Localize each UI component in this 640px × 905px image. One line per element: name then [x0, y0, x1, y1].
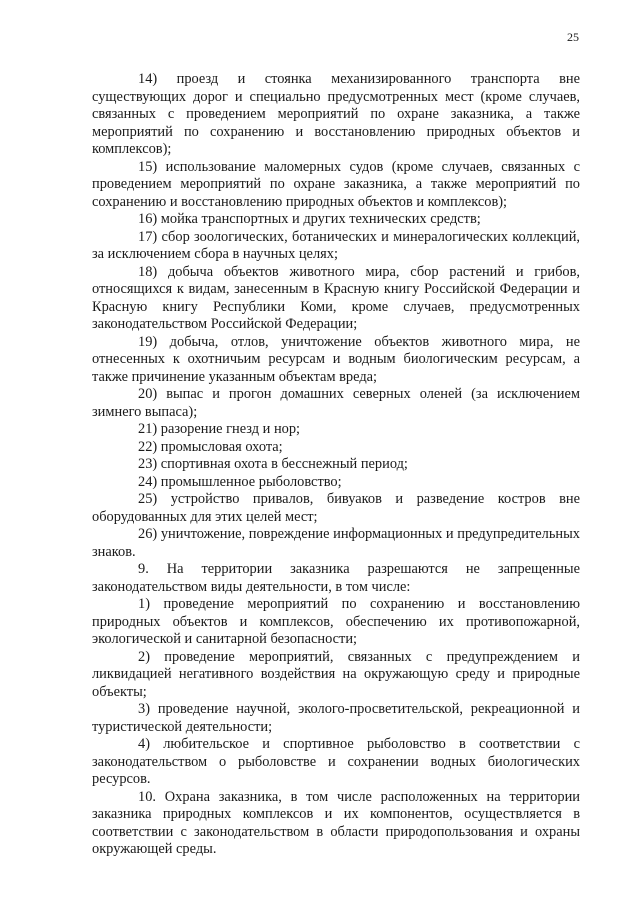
list-item-23: 23) спортивная охота в бесснежный период; — [138, 456, 408, 472]
list-item-25: 25) устройство привалов, бивуаков и разведение костров вне оборудованных для этих целей мест; — [92, 491, 580, 525]
list-item-17: 17) сбор зоологических, ботанических и минералогических коллекций, за исключением сбора в научных целях; — [92, 228, 580, 262]
list-item-20: 20) выпас и прогон домашних северных оленей (за исключением зимнего выпаса); — [92, 386, 580, 420]
allowed-item-2: 2) проведение мероприятий, связанных с предупреждением и ликвидацией негативного воздействия на окружающую среду и природные объекты; — [92, 648, 580, 700]
allowed-item-4: 4) любительское и спортивное рыболовство в соответствии с законодательством о рыболовстве и сохранении водных биологических ресурсов. — [92, 736, 580, 787]
list-item-14: 14) проезд и стоянка механизированного транспорта вне существующих дорог и специально предусмотренных мест (кроме случаев, связанных с проведением мероприятий по охране заказника, а также мероприятий по сохранению и восстановлению природных объектов и комплексов); — [92, 71, 580, 157]
list-item-21: 21) разорение гнезд и нор; — [138, 421, 301, 437]
list-item-16: 16) мойка транспортных и других технических средств; — [138, 211, 481, 227]
list-item-18: 18) добыча объектов животного мира, сбор растений и грибов, относящихся к видам, занесенным в Красную книгу Российской Федерации и Красную книгу Республики Коми, кроме случаев, предусмотренных законодательством Российской Федерации; — [92, 263, 580, 332]
allowed-item-1: 1) проведение мероприятий по сохранению и восстановлению природных объектов и комплексов, обеспечению их противопожарной, экологической и санитарной безопасности; — [92, 596, 580, 647]
list-item-15: 15) использование маломерных судов (кроме случаев, связанных с проведением мероприятий по охране заказника, а также мероприятий по сохранению и восстановлению природных объектов и комплексов); — [92, 158, 580, 210]
page-number: 25 — [567, 30, 579, 44]
list-item-19: 19) добыча, отлов, уничтожение объектов животного мира, не отнесенных к охотничьим ресурсам и водным биологическим ресурсам, а также причинение указанным объектам вреда; — [92, 333, 580, 385]
list-item-22: 22) промысловая охота; — [138, 438, 283, 455]
list-item-26: 26) уничтожение, повреждение информационных и предупредительных знаков. — [92, 526, 580, 560]
list-item-24: 24) промышленное рыболовство; — [138, 473, 342, 490]
section-10-paragraph: 10. Охрана заказника, в том числе расположенных на территории заказника природных комплексов и их компонентов, осуществляется в соответствии с законодательством в области природопользования и охраны окружающей среды. — [92, 788, 580, 857]
section-9-paragraph: 9. На территории заказника разрешаются не запрещенные законодательством виды деятельности, в том числе: — [92, 561, 580, 595]
allowed-item-3: 3) проведение научной, эколого-просветительской, рекреационной и туристической деятельности; — [92, 701, 580, 735]
body-text — [92, 71, 580, 859]
